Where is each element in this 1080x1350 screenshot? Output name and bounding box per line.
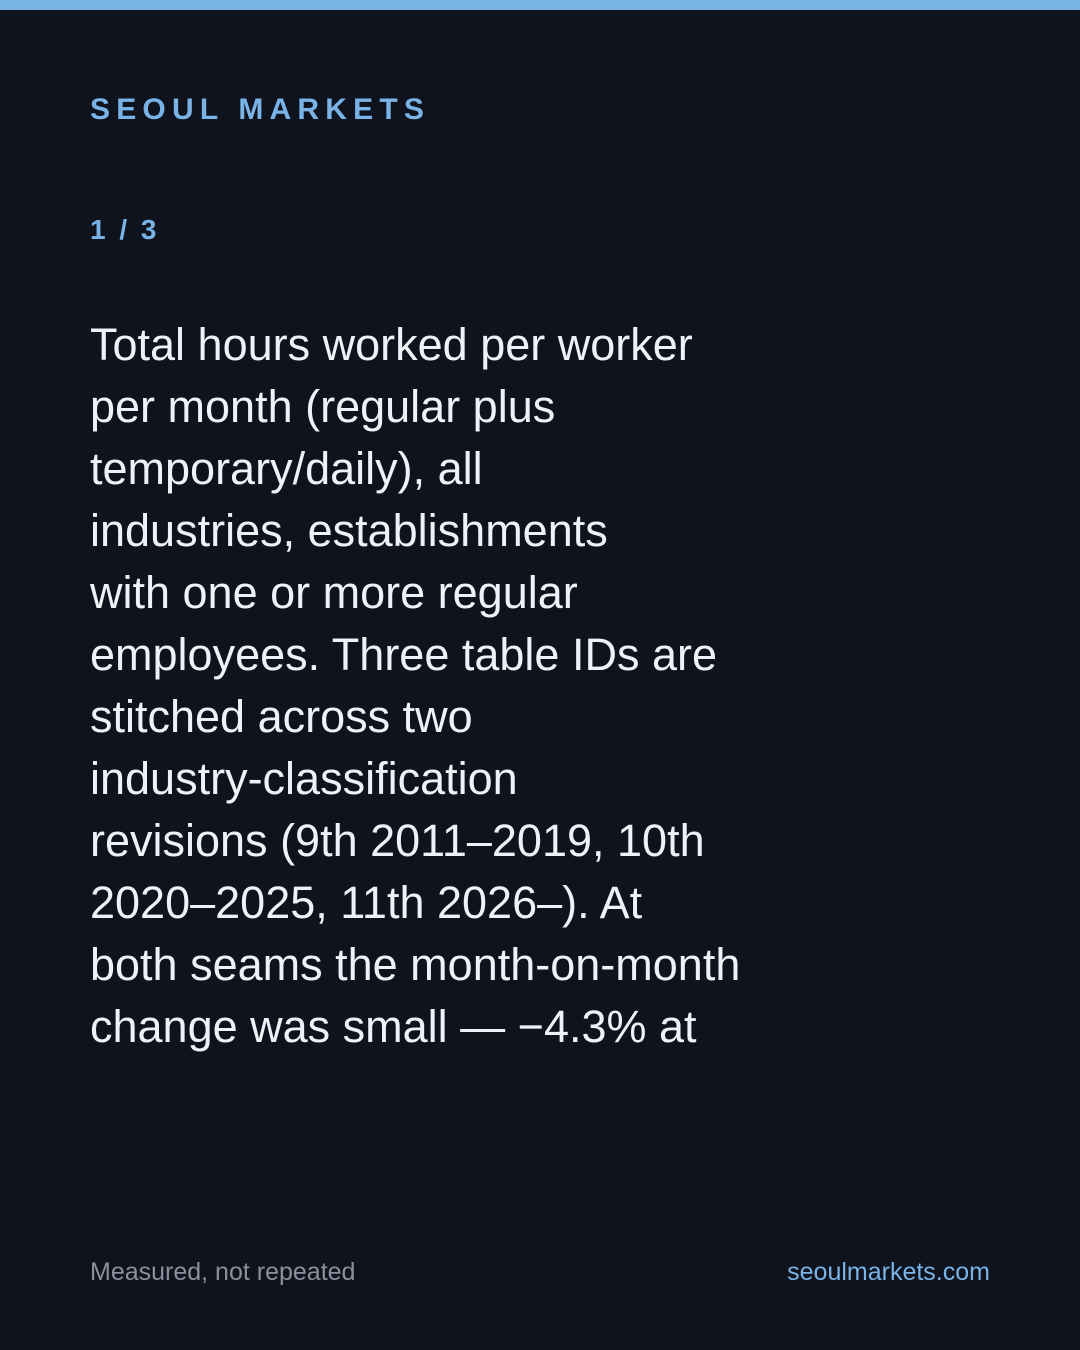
- body-line: change was small — −4.3% at: [90, 1001, 697, 1052]
- body-line: stitched across two: [90, 691, 473, 742]
- body-line: both seams the month-on-month: [90, 939, 741, 990]
- footer-site-link[interactable]: seoulmarkets.com: [787, 1258, 990, 1286]
- brand-name: SEOUL MARKETS: [90, 93, 431, 126]
- body-line: per month (regular plus: [90, 381, 556, 432]
- body-line: industries, establishments: [90, 505, 608, 556]
- body-line: Total hours worked per worker: [90, 319, 693, 370]
- body-line: 2020–2025, 11th 2026–). At: [90, 877, 643, 928]
- footer-tagline: Measured, not repeated: [90, 1258, 356, 1286]
- body-text: [90, 314, 770, 1058]
- body-line: employees. Three table IDs are: [90, 629, 717, 680]
- body-line: industry-classification: [90, 753, 518, 804]
- top-accent-bar: [0, 0, 1080, 10]
- body-line: revisions (9th 2011–2019, 10th: [90, 815, 705, 866]
- slide-counter: 1 / 3: [90, 214, 160, 245]
- body-line: with one or more regular: [90, 567, 578, 618]
- body-line: temporary/daily), all: [90, 443, 483, 494]
